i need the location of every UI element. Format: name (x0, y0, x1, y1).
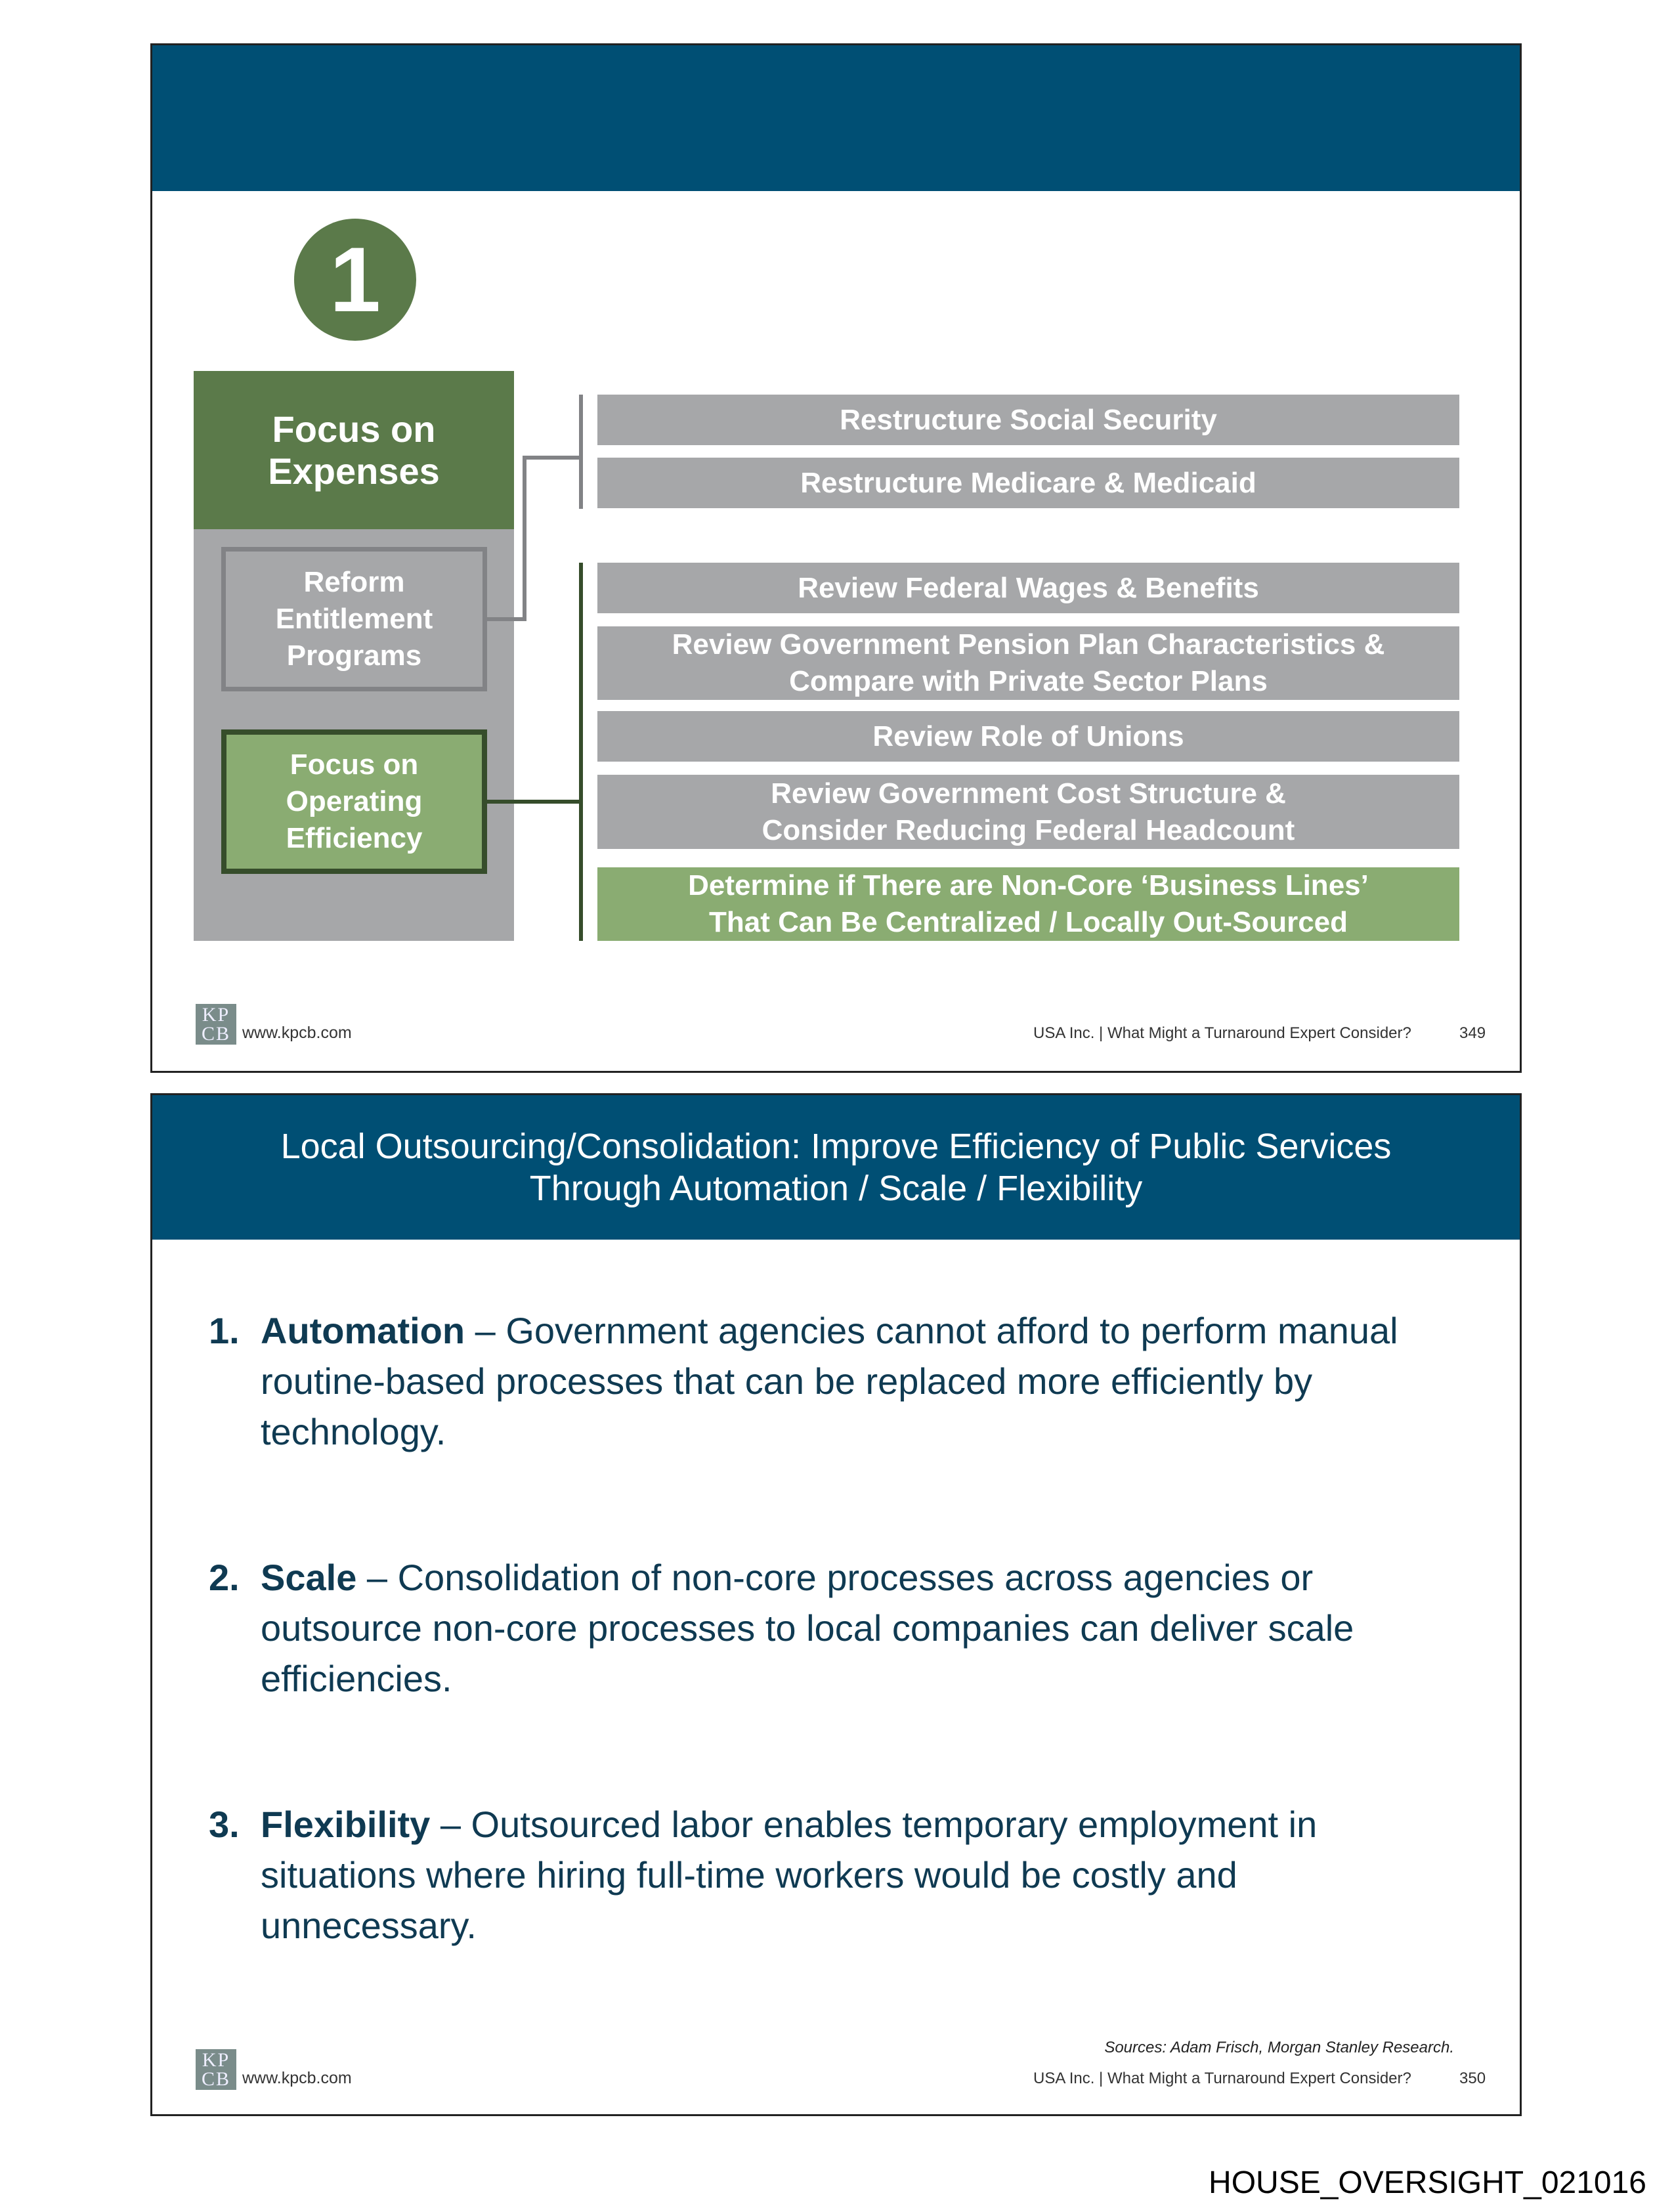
action-restructure-medicare-medicaid: Restructure Medicare & Medicaid (597, 458, 1459, 508)
action-non-core-business-lines: Determine if There are Non-Core ‘Business Lines’ That Can Be Centralized / Locally Out-Sourced (597, 867, 1459, 941)
connector-gray-vertical (523, 456, 526, 621)
slide-header-bar (152, 1095, 1520, 1240)
panel-title-focus-on-expenses: Focus on Expenses (194, 371, 514, 529)
action-review-pension-plans: Review Government Pension Plan Characteristics & Compare with Private Sector Plans (597, 626, 1459, 700)
bullet-term: Automation (261, 1310, 465, 1351)
action-review-role-of-unions: Review Role of Unions (597, 711, 1459, 762)
bracket-green (579, 563, 583, 941)
slide-title: Local Outsourcing/Consolidation: Improve Efficiency of Public Services Through Automation / Scale / Flexibility (280, 1127, 1392, 1208)
bullet-number: 1. (209, 1310, 240, 1351)
page-number: 350 (1459, 2070, 1486, 2087)
connector-green-horizontal (487, 800, 583, 804)
slide-349 (150, 43, 1522, 1073)
option-reform-entitlement-programs: Reform Entitlement Programs (221, 547, 487, 691)
connector-gray-horizontal-2 (523, 456, 582, 460)
bracket-gray (579, 395, 583, 509)
slide-header-bar (152, 45, 1520, 191)
sources-note: Sources: Adam Frisch, Morgan Stanley Research. (1104, 2039, 1454, 2056)
bullet-item-automation (209, 1305, 1443, 1457)
connector-gray-horizontal-1 (487, 617, 526, 621)
kpcb-logo: KP CB (196, 1004, 236, 1045)
bullet-term: Scale (261, 1557, 357, 1598)
option-focus-on-operating-efficiency: Focus on Operating Efficiency (221, 729, 487, 874)
bullet-text: – Government agencies cannot afford to perform manual routine-based processes that can be replaced more efficiently by technology. (261, 1310, 1398, 1452)
action-restructure-social-security: Restructure Social Security (597, 395, 1459, 445)
bullet-item-flexibility (209, 1799, 1443, 1951)
document-id: HOUSE_OVERSIGHT_021016 (1209, 2165, 1646, 2200)
slide-350 (150, 1093, 1522, 2116)
bullet-number: 2. (209, 1557, 240, 1598)
footer-url-link[interactable]: www.kpcb.com (242, 1024, 352, 1042)
bullet-number: 3. (209, 1804, 240, 1845)
bullet-term: Flexibility (261, 1804, 431, 1845)
bullet-item-scale (209, 1552, 1443, 1704)
bullet-list (209, 1305, 1443, 2046)
page-number: 349 (1459, 1024, 1486, 1042)
kpcb-logo: KP CB (196, 2049, 236, 2090)
action-review-cost-structure: Review Government Cost Structure & Consider Reducing Federal Headcount (597, 775, 1459, 849)
bullet-text: – Outsourced labor enables temporary employment in situations where hiring full-time workers would be costly and unnecessary. (261, 1804, 1318, 1946)
bullet-text: – Consolidation of non-core processes across agencies or outsource non-core processes to local companies can deliver scale efficiencies. (261, 1557, 1354, 1699)
footer-deck-title: USA Inc. | What Might a Turnaround Expert Consider? (1033, 1024, 1411, 1042)
step-number-badge: 1 (294, 219, 416, 341)
footer-deck-title: USA Inc. | What Might a Turnaround Expert Consider? (1033, 2070, 1411, 2087)
action-review-federal-wages: Review Federal Wages & Benefits (597, 563, 1459, 613)
footer-url-link[interactable]: www.kpcb.com (242, 2069, 352, 2087)
